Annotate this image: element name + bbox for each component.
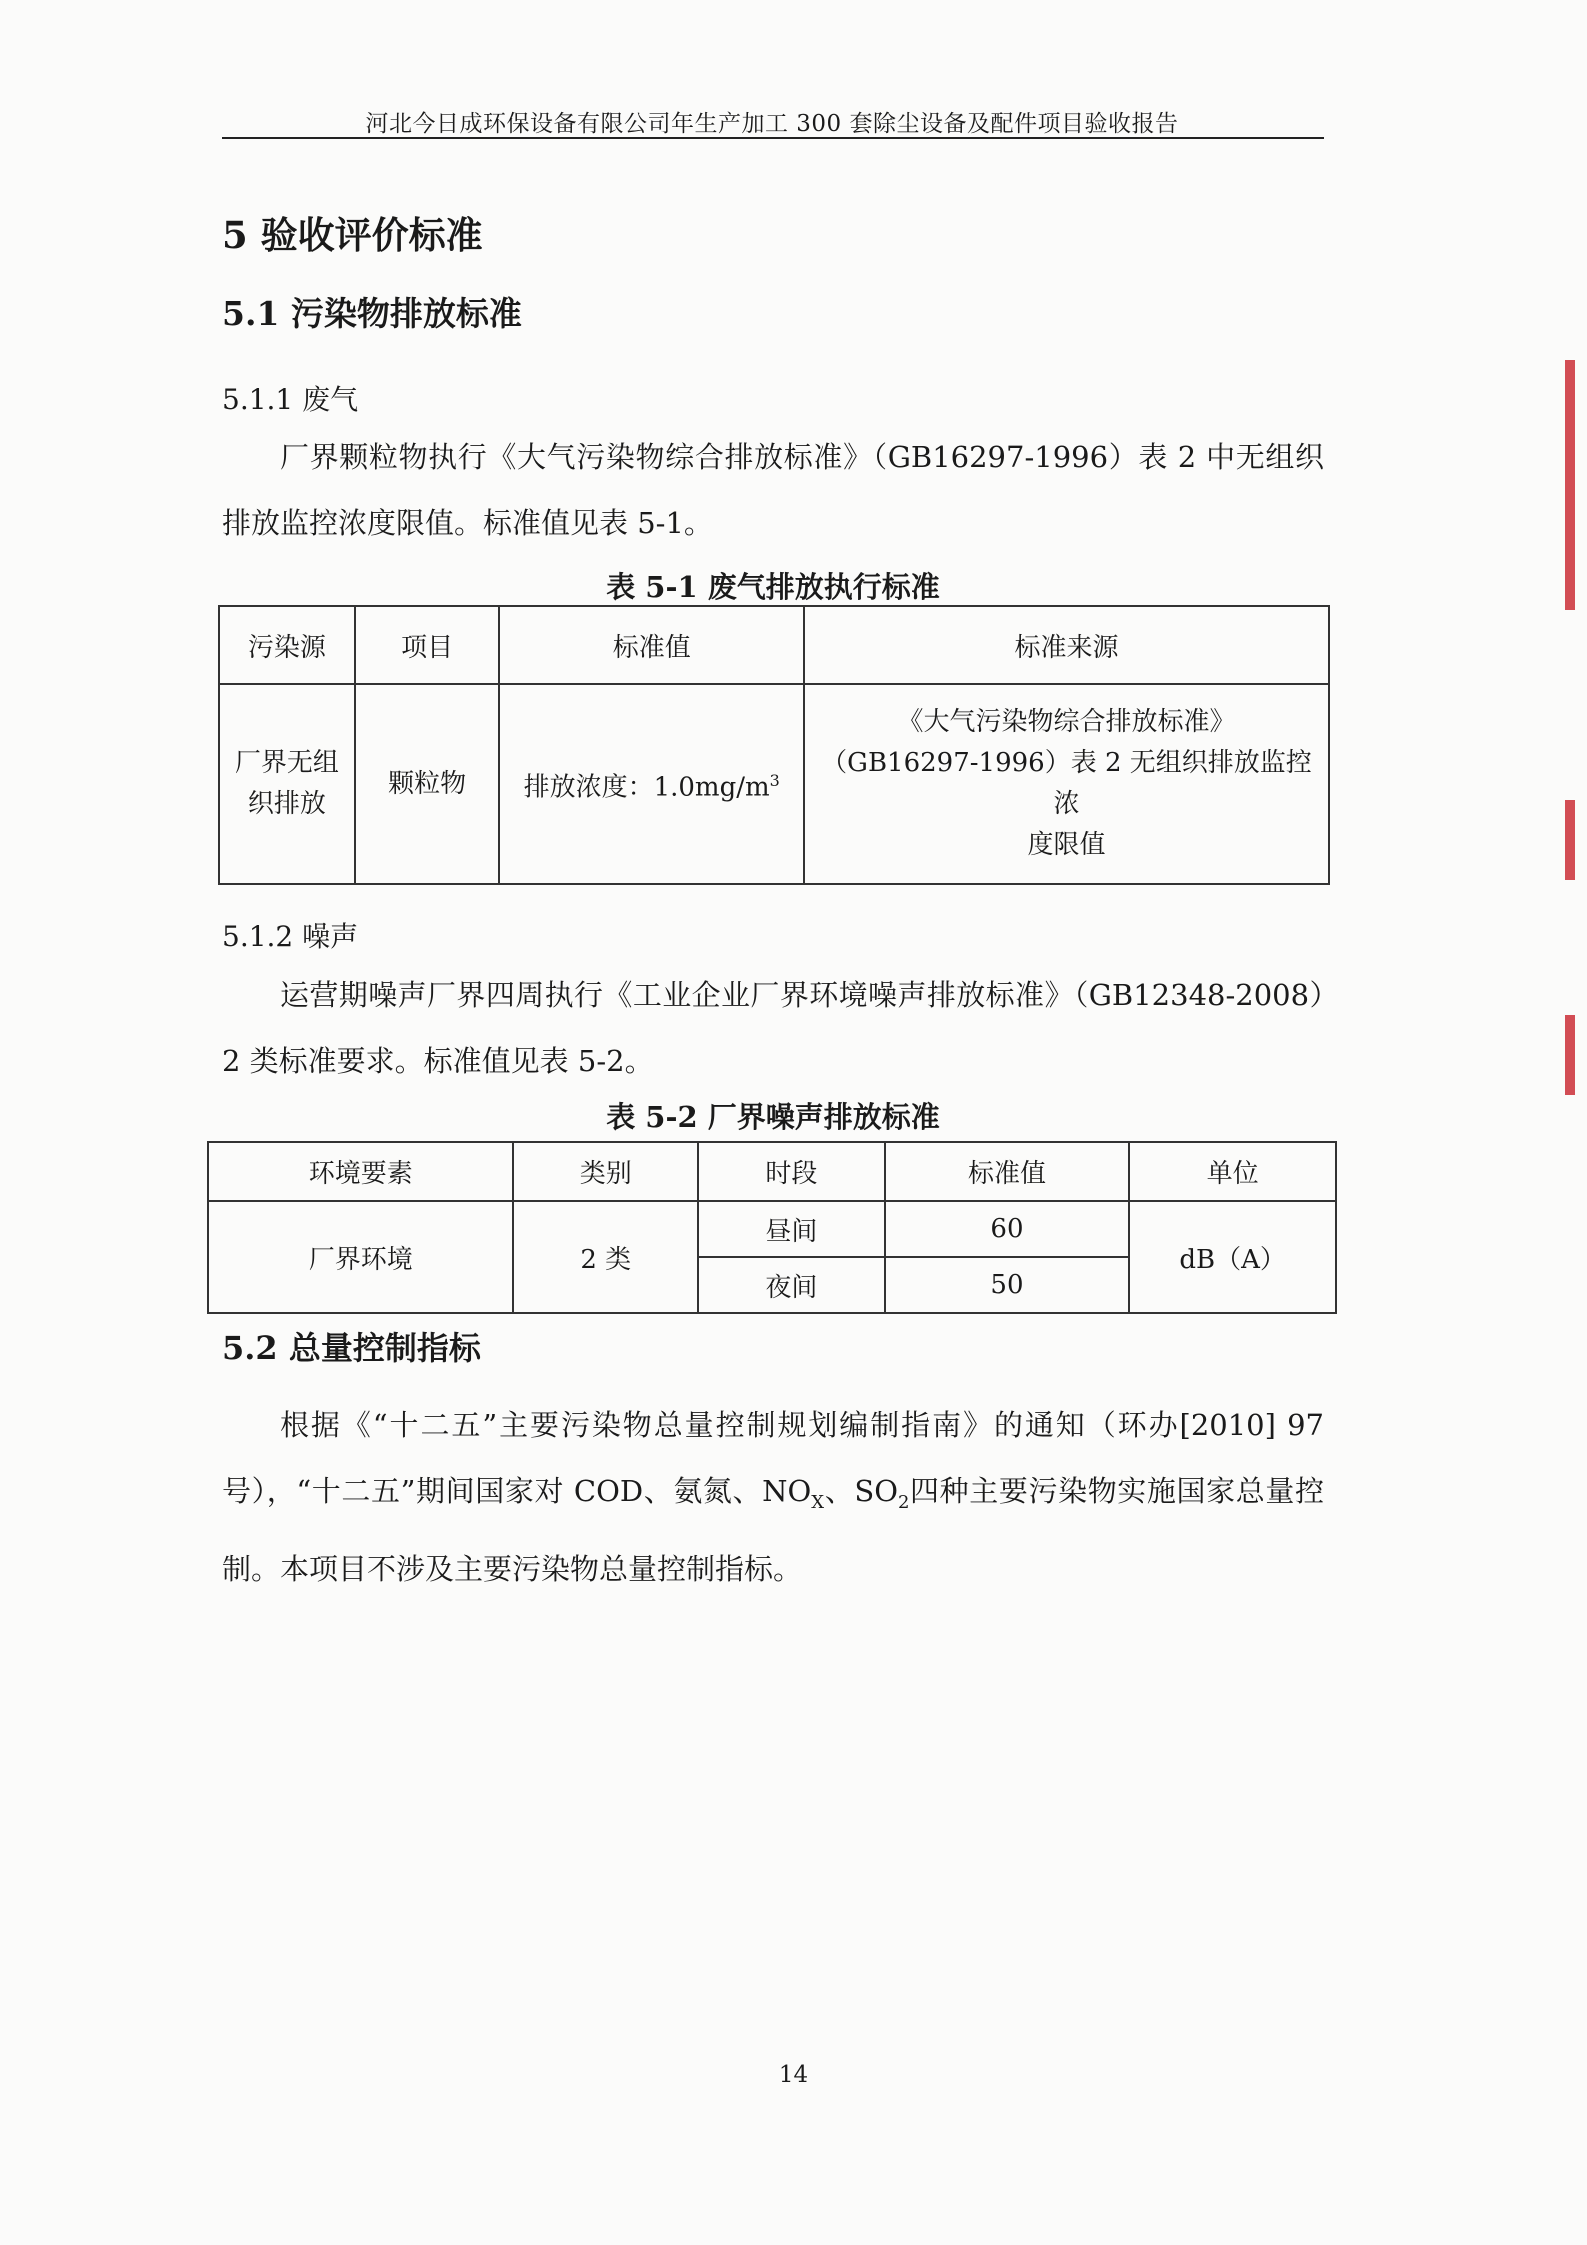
table-row: [219, 684, 1329, 884]
col-header-item: 项目: [355, 606, 500, 684]
seal-edge-mark: [1565, 800, 1575, 880]
seal-edge-mark: [1565, 360, 1575, 610]
cell-basis: [804, 684, 1329, 884]
section-5-1-heading: 5.1 污染物排放标准: [222, 294, 522, 333]
cell-element: 厂界环境: [208, 1201, 513, 1313]
total-control-text-2: 、SO: [824, 1474, 898, 1508]
cell-unit: dB（A）: [1129, 1201, 1336, 1313]
total-control-paragraph: [222, 1392, 1324, 1602]
table-5-1-header-row: [219, 606, 1329, 684]
nox-subscript: X: [811, 1491, 825, 1513]
cell-source-line-1: 厂界无组: [234, 748, 339, 778]
cell-basis-line-3: 度限值: [1027, 830, 1106, 860]
section-5-1-1-heading: 5.1.1 废气: [222, 383, 359, 416]
so2-subscript: 2: [897, 1491, 910, 1513]
col-header-element: 环境要素: [208, 1142, 513, 1201]
cell-basis-line-1: 《大气污染物综合排放标准》: [897, 707, 1236, 737]
table-row: [208, 1201, 1336, 1257]
col-header-period: 时段: [698, 1142, 885, 1201]
noise-paragraph: 运营期噪声厂界四周执行《工业企业厂界环境噪声排放标准》（GB12348-2008）2 类标准要求。标准值见表 5-2。: [222, 978, 1324, 1078]
table-5-1-caption: 表 5-1 废气排放执行标准: [606, 570, 940, 604]
table-5-2-caption: 表 5-2 厂界噪声排放标准: [606, 1100, 940, 1134]
cell-value-night: 50: [885, 1257, 1130, 1313]
cell-value: [499, 684, 804, 884]
table-5-1: [218, 605, 1330, 885]
section-5-2-heading: 5.2 总量控制指标: [222, 1329, 481, 1367]
col-header-standard: 标准值: [885, 1142, 1130, 1201]
cell-category: 2 类: [513, 1201, 698, 1313]
cell-item: 颗粒物: [355, 684, 500, 884]
seal-edge-mark: [1565, 1015, 1575, 1095]
running-header: 河北今日成环保设备有限公司年生产加工 300 套除尘设备及配件项目验收报告: [365, 111, 1179, 137]
header-rule: [222, 137, 1324, 139]
table-5-2: [207, 1141, 1337, 1314]
cell-value-text: 排放浓度：1.0mg/m: [523, 772, 770, 803]
col-header-unit: 单位: [1129, 1142, 1336, 1201]
page-number: 14: [778, 2062, 809, 2088]
col-header-value: 标准值: [499, 606, 804, 684]
exhaust-paragraph: 厂界颗粒物执行《大气污染物综合排放标准》（GB16297-1996）表 2 中无组织排放监控浓度限值。标准值见表 5-1。: [222, 440, 1324, 540]
cell-period-night: 夜间: [698, 1257, 885, 1313]
cell-period-day: 昼间: [698, 1201, 885, 1257]
cell-value-day: 60: [885, 1201, 1130, 1257]
section-5-heading: 5 验收评价标准: [222, 213, 483, 257]
section-5-1-2-heading: 5.1.2 噪声: [222, 920, 359, 953]
col-header-category: 类别: [513, 1142, 698, 1201]
total-control-text-3: 四种主要污染物实施国家总量控制。本项目不涉及主要污染物总量控制指标。: [222, 1474, 1324, 1586]
cell-value-superscript: 3: [769, 770, 780, 790]
cell-basis-line-2: （GB16297-1996）表 2 无组织排放监控浓: [821, 748, 1312, 819]
cell-source: [219, 684, 355, 884]
col-header-basis: 标准来源: [804, 606, 1329, 684]
table-5-2-header-row: [208, 1142, 1336, 1201]
cell-source-line-2: 织排放: [247, 789, 326, 819]
col-header-source: 污染源: [219, 606, 355, 684]
total-control-text-1: 根据《“十二五”主要污染物总量控制规划编制指南》的通知（环办[2010] 97号），“十二五”期间国家对 COD、氨氮、NO: [222, 1408, 1324, 1508]
